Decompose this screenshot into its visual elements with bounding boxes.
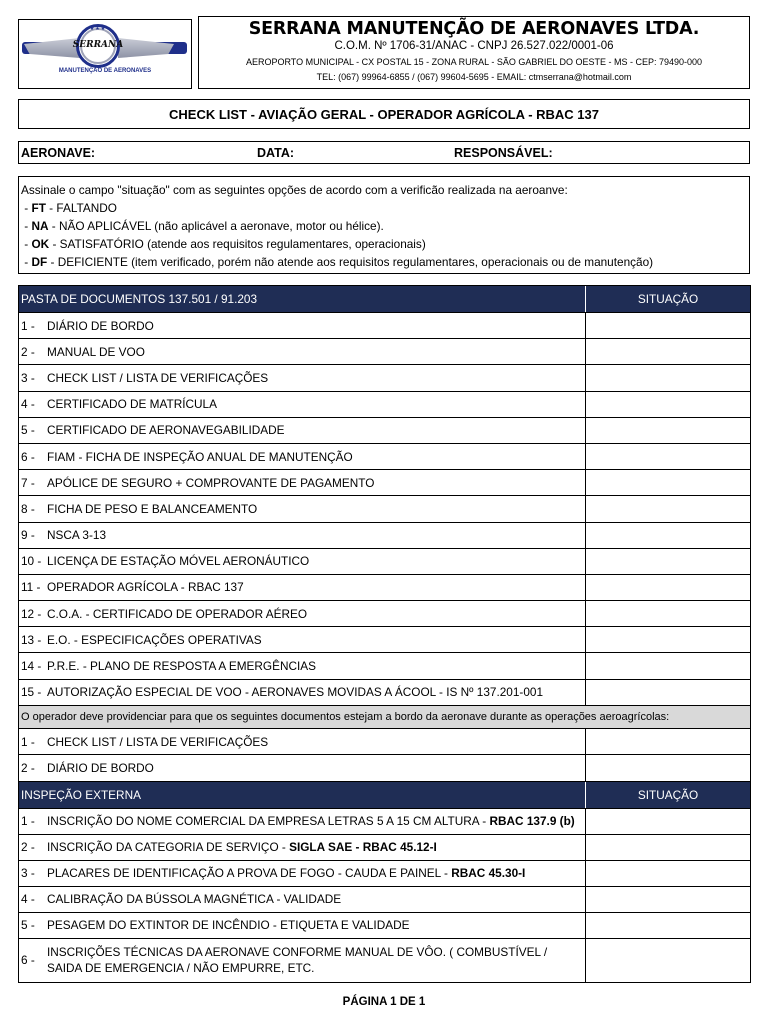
status-cell[interactable] xyxy=(585,887,750,912)
item-label: OPERADOR AGRÍCOLA - RBAC 137 xyxy=(47,580,244,595)
instructions xyxy=(18,176,750,274)
table-row xyxy=(18,313,751,339)
item-cell xyxy=(19,601,585,626)
item-cell xyxy=(19,549,585,574)
table-row xyxy=(18,913,751,939)
item-number: 12 - xyxy=(21,606,42,621)
item-label: LICENÇA DE ESTAÇÃO MÓVEL AERONÁUTICO xyxy=(47,554,310,569)
item-number: 13 - xyxy=(21,632,42,647)
item-number: 15 - xyxy=(21,685,42,700)
external-header-row xyxy=(18,782,751,809)
status-cell[interactable] xyxy=(585,835,750,860)
table-row xyxy=(18,680,751,706)
status-cell[interactable] xyxy=(585,470,750,495)
status-cell[interactable] xyxy=(585,523,750,548)
item-number: 1 - xyxy=(21,814,35,829)
aircraft-field[interactable]: AERONAVE: xyxy=(21,146,96,160)
item-cell xyxy=(19,575,585,600)
table-row xyxy=(18,339,751,365)
item-label: CERTIFICADO DE MATRÍCULA xyxy=(47,397,217,412)
item-reference: RBAC 45.30-I xyxy=(451,866,526,881)
item-number: 7 - xyxy=(21,475,35,490)
status-cell[interactable] xyxy=(585,729,750,755)
table-row xyxy=(18,729,751,756)
item-label: INSCRIÇÃO DO NOME COMERCIAL DA EMPRESA LETRAS 5 A 15 CM ALTURA - RBAC 137.9 (b) xyxy=(47,814,575,829)
item-number: 2 - xyxy=(21,840,35,855)
company-registration: C.O.M. Nº 1706-31/ANAC - CNPJ 26.527.022/0001-06 xyxy=(334,40,614,52)
table-row xyxy=(18,861,751,887)
item-number: 14 - xyxy=(21,659,42,674)
status-cell[interactable] xyxy=(585,418,750,443)
item-cell xyxy=(19,313,585,338)
status-cell[interactable] xyxy=(585,680,750,705)
status-cell[interactable] xyxy=(585,313,750,338)
item-number: 5 - xyxy=(21,423,35,438)
item-number: 8 - xyxy=(21,501,35,516)
item-label: P.R.E. - PLANO DE RESPOSTA A EMERGÊNCIAS xyxy=(47,659,317,674)
item-label: E.O. - ESPECIFICAÇÕES OPERATIVAS xyxy=(47,632,262,647)
item-label: DIÁRIO DE BORDO xyxy=(47,761,154,776)
status-cell[interactable] xyxy=(585,653,750,678)
item-label: CERTIFICADO DE AERONAVEGABILIDADE xyxy=(47,423,285,438)
option-na: - NA - NÃO APLICÁVEL (não aplicável a aeronave, motor ou hélice). xyxy=(21,219,384,233)
table-row xyxy=(18,470,751,496)
item-reference: SIGLA SAE - RBAC 45.12-I xyxy=(289,840,437,855)
table-row xyxy=(18,653,751,679)
status-cell[interactable] xyxy=(585,496,750,521)
status-cell[interactable] xyxy=(585,809,750,834)
checklist-table xyxy=(18,285,751,983)
item-cell xyxy=(19,729,585,755)
item-label: CHECK LIST / LISTA DE VERIFICAÇÕES xyxy=(47,370,269,385)
item-cell xyxy=(19,809,585,834)
table-row xyxy=(18,835,751,861)
onboard-note: O operador deve providenciar para que os seguintes documentos estejam a bordo da aeronave durante as operações aeroagrícolas: xyxy=(21,710,670,723)
item-number: 5 - xyxy=(21,918,35,933)
table-row xyxy=(18,523,751,549)
table-row xyxy=(18,755,751,782)
item-number: 1 - xyxy=(21,734,35,749)
company-contact: TEL: (067) 99964-6855 / (067) 99604-5695 - EMAIL: ctmserrana@hotmail.com xyxy=(316,72,632,82)
item-label: PLACARES DE IDENTIFICAÇÃO A PROVA DE FOGO - CAUDA E PAINEL - RBAC 45.30-I xyxy=(47,866,526,881)
table-row xyxy=(18,496,751,522)
table-row xyxy=(18,939,751,983)
item-number: 2 - xyxy=(21,344,35,359)
item-cell xyxy=(19,913,585,938)
item-label: APÓLICE DE SEGURO + COMPROVANTE DE PAGAMENTO xyxy=(47,475,375,490)
status-cell[interactable] xyxy=(585,939,750,982)
item-number: 11 - xyxy=(21,580,41,595)
status-header: SITUAÇÃO xyxy=(585,782,750,808)
item-cell xyxy=(19,418,585,443)
info-row xyxy=(18,141,750,164)
table-row xyxy=(18,365,751,391)
table-row xyxy=(18,549,751,575)
item-label: FICHA DE PESO E BALANCEAMENTO xyxy=(47,501,258,516)
item-number: 4 - xyxy=(21,397,35,412)
item-cell xyxy=(19,339,585,364)
item-label: CALIBRAÇÃO DA BÚSSOLA MAGNÉTICA - VALIDADE xyxy=(47,892,342,907)
item-cell xyxy=(19,835,585,860)
status-cell[interactable] xyxy=(585,755,750,781)
external-header: INSPEÇÃO EXTERNA xyxy=(21,787,141,802)
company-address: AEROPORTO MUNICIPAL - CX POSTAL 15 - ZONA RURAL - SÃO GABRIEL DO OESTE - MS - CEP: 79490-000 xyxy=(245,57,703,67)
item-number: 1 - xyxy=(21,318,35,333)
item-cell xyxy=(19,444,585,469)
status-cell[interactable] xyxy=(585,392,750,417)
option-df: - DF - DEFICIENTE (item verificado, porém não atende aos requisitos regulamentares, operacionais ou de manutenção) xyxy=(21,255,654,269)
item-reference: RBAC 137.9 (b) xyxy=(489,814,575,829)
documents-header: PASTA DE DOCUMENTOS 137.501 / 91.203 xyxy=(21,292,258,306)
date-field[interactable]: DATA: xyxy=(257,146,295,160)
item-number: 4 - xyxy=(21,892,35,907)
logo-subtitle: MANUTENÇÃO DE AERONAVES xyxy=(58,68,152,74)
item-number: 6 - xyxy=(21,449,35,464)
logo-text: SERRANA xyxy=(72,40,124,50)
item-cell xyxy=(19,365,585,390)
status-cell[interactable] xyxy=(585,627,750,652)
instructions-intro: Assinale o campo "situação" com as seguintes opções de acordo com a verificão realizada na aeroanve: xyxy=(21,183,568,197)
item-label: CHECK LIST / LISTA DE VERIFICAÇÕES xyxy=(47,734,269,749)
item-label: NSCA 3-13 xyxy=(47,528,107,543)
status-header: SITUAÇÃO xyxy=(585,286,750,312)
item-number: 3 - xyxy=(21,370,35,385)
table-row xyxy=(18,887,751,913)
item-number: 6 - xyxy=(21,953,35,968)
item-label: FIAM - FICHA DE INSPEÇÃO ANUAL DE MANUTENÇÃO xyxy=(47,449,353,464)
item-number: 9 - xyxy=(21,528,35,543)
table-row xyxy=(18,809,751,835)
status-cell[interactable] xyxy=(585,365,750,390)
status-cell[interactable] xyxy=(585,601,750,626)
table-row xyxy=(18,627,751,653)
item-cell xyxy=(19,755,585,781)
status-cell[interactable] xyxy=(585,444,750,469)
item-cell xyxy=(19,627,585,652)
company-name: SERRANA MANUTENÇÃO DE AERONAVES LTDA. xyxy=(248,19,700,39)
table-row xyxy=(18,575,751,601)
logo-stars-icon: ★★★ xyxy=(89,26,107,32)
item-number: 2 - xyxy=(21,761,35,776)
status-cell[interactable] xyxy=(585,549,750,574)
status-cell[interactable] xyxy=(585,861,750,886)
item-cell xyxy=(19,523,585,548)
item-cell xyxy=(19,887,585,912)
table-row xyxy=(18,392,751,418)
item-number: 10 - xyxy=(21,554,42,569)
item-cell xyxy=(19,392,585,417)
item-label: AUTORIZAÇÃO ESPECIAL DE VOO - AERONAVES MOVIDAS A ÁCOOL - IS Nº 137.201-001 xyxy=(47,685,544,700)
item-label: DIÁRIO DE BORDO xyxy=(47,318,154,333)
item-label: INSCRIÇÃO DA CATEGORIA DE SERVIÇO - SIGLA SAE - RBAC 45.12-I xyxy=(47,840,437,855)
item-label: C.O.A. - CERTIFICADO DE OPERADOR AÉREO xyxy=(47,606,308,621)
table-row xyxy=(18,418,751,444)
table-row xyxy=(18,601,751,627)
table-row xyxy=(18,444,751,470)
option-ft: - FT - FALTANDO xyxy=(21,201,117,215)
status-cell[interactable] xyxy=(585,913,750,938)
page-footer: PÁGINA 1 DE 1 xyxy=(342,996,426,1008)
item-cell xyxy=(19,470,585,495)
item-number: 3 - xyxy=(21,866,35,881)
option-ok: - OK - SATISFATÓRIO (atende aos requisitos regulamentares, operacionais) xyxy=(21,237,426,251)
item-label: INSCRIÇÕES TÉCNICAS DA AERONAVE CONFORME MANUAL DE VÔO. ( COMBUSTÍVEL / SAIDA DE EMERGENCIA / NÃO EMPURRE, ETC. xyxy=(47,945,548,976)
document-title: CHECK LIST - AVIAÇÃO GERAL - OPERADOR AGRÍCOLA - RBAC 137 xyxy=(18,99,750,129)
onboard-note-row xyxy=(18,706,751,729)
status-cell[interactable] xyxy=(585,339,750,364)
item-label: PESAGEM DO EXTINTOR DE INCÊNDIO - ETIQUETA E VALIDADE xyxy=(47,918,410,933)
status-cell[interactable] xyxy=(585,575,750,600)
item-cell xyxy=(19,680,585,705)
item-cell xyxy=(19,653,585,678)
documents-header-row xyxy=(18,285,751,313)
item-cell xyxy=(19,861,585,886)
responsible-field[interactable]: RESPONSÁVEL: xyxy=(454,146,553,160)
item-cell xyxy=(19,939,585,982)
item-label: MANUAL DE VOO xyxy=(47,344,145,359)
item-cell xyxy=(19,496,585,521)
